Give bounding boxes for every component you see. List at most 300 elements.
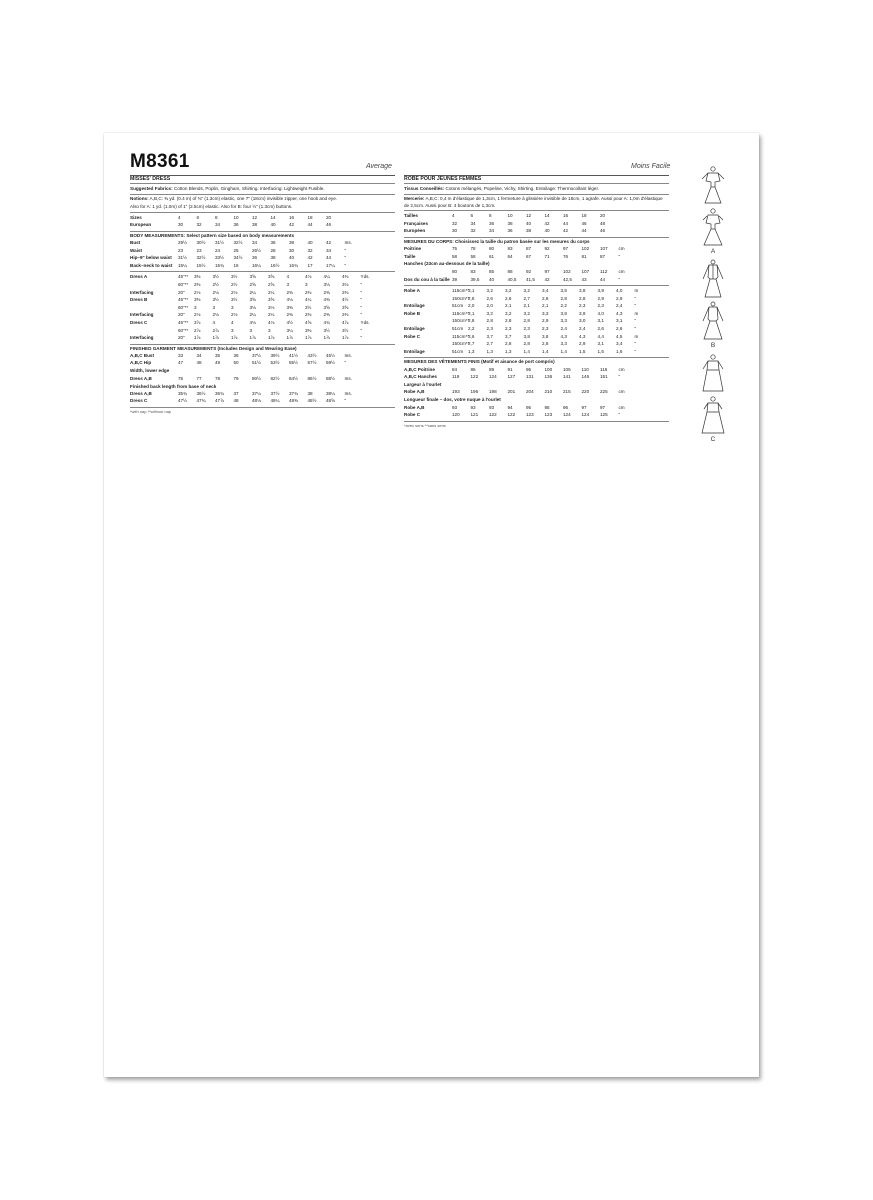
- section-title: ROBE POUR JEUNES FEMMES: [404, 175, 669, 184]
- cell-value: 2,1: [542, 303, 549, 309]
- cell-value: 16: [289, 214, 295, 220]
- row-label: Entoilage: [404, 303, 425, 309]
- english-column: [130, 175, 395, 414]
- cell-value: 1,5: [579, 348, 586, 354]
- cell-value: 40,5: [507, 276, 517, 282]
- cell-value: 151: [600, 374, 608, 380]
- cell-value: 24: [215, 247, 221, 253]
- cell-value: 16: [233, 262, 239, 268]
- cell-value: 35¾: [178, 390, 187, 396]
- row-label: Robe A: [404, 288, 420, 294]
- table-row: [130, 398, 395, 406]
- row-label: Dress A,B: [130, 375, 152, 381]
- cell-value: 3½: [231, 274, 238, 280]
- cell-value: 2,2: [468, 326, 475, 332]
- cell-value: 37: [233, 390, 239, 396]
- notions-paragraph: [130, 196, 395, 202]
- cell-value: 31½: [215, 240, 224, 246]
- cell-value: 3,7: [486, 333, 493, 339]
- row-label: Robe C: [404, 412, 421, 418]
- cell-value: 204: [526, 389, 534, 395]
- cell-value: 2,0: [486, 303, 493, 309]
- cell-value: 40: [289, 255, 295, 261]
- unit-label: ": [618, 253, 621, 259]
- table-row: [404, 310, 669, 318]
- cell-value: 2,6: [597, 326, 604, 332]
- cell-value: 210: [544, 389, 553, 395]
- cell-value: 37½: [270, 390, 280, 396]
- view-thumbnails: [691, 163, 735, 447]
- table-row: [130, 214, 395, 222]
- cell-value: 4: [178, 214, 181, 220]
- cell-value: 122: [507, 412, 516, 418]
- cell-value: 120: [452, 412, 460, 418]
- cell-value: 1⅞: [286, 335, 293, 341]
- divider: [130, 212, 395, 213]
- cell-value: 2,3: [597, 303, 604, 309]
- cell-value: 40: [307, 240, 313, 246]
- cell-value: 75: [178, 375, 184, 381]
- cell-value: 3: [194, 304, 197, 310]
- cell-value: 1,4: [560, 348, 567, 354]
- cell-value: 2,3: [523, 326, 530, 332]
- cell-value: 33½: [215, 255, 224, 261]
- cell-value: 2⅝: [249, 282, 256, 288]
- cell-value: 4⅛: [286, 297, 293, 303]
- cell-value: 122: [489, 412, 497, 418]
- cell-value: 4⅛: [268, 319, 275, 325]
- cell-value: 4⅛: [305, 274, 312, 280]
- cell-value: 84½: [289, 375, 298, 381]
- cell-value: 12: [252, 214, 258, 220]
- unit-label: Ins.: [344, 375, 352, 381]
- cell-value: 84: [452, 366, 458, 372]
- fabric-width: 45"**: [178, 274, 189, 280]
- cell-value: 77: [196, 375, 202, 381]
- table-row: [404, 348, 669, 356]
- section-title: MISSES' DRESS: [130, 175, 395, 184]
- row-label: Interfacing: [130, 335, 154, 341]
- cell-value: 47¾: [196, 398, 206, 404]
- cell-value: 14: [270, 214, 276, 220]
- table-row: [404, 381, 669, 389]
- pattern-code: M8361: [130, 151, 190, 172]
- table-row: [404, 228, 669, 236]
- cell-value: 23: [178, 247, 184, 253]
- cell-value: 61: [489, 253, 495, 259]
- cell-value: 48½: [307, 398, 317, 404]
- cell-value: 2,7: [486, 341, 493, 347]
- cell-value: 42: [289, 222, 295, 228]
- divider: [404, 194, 669, 195]
- cell-value: 57½: [307, 360, 317, 366]
- unit-label: Yds.: [360, 319, 370, 325]
- cell-value: 3,9: [579, 310, 586, 316]
- cell-value: 59½: [326, 360, 335, 366]
- cell-value: 2,3: [542, 326, 549, 332]
- view-b-label: B: [710, 342, 716, 349]
- table-row: [404, 341, 669, 349]
- cell-value: 4¾: [323, 319, 330, 325]
- table-row: [404, 366, 669, 374]
- finished-measurements-heading: FINISHED GARMENT MEASUREMENTS (Includes Design and Wearing Ease): [130, 345, 297, 351]
- cell-value: 4¼: [305, 297, 312, 303]
- fabrics-paragraph: [404, 186, 669, 192]
- cell-value: 2⅜: [286, 312, 293, 318]
- row-label: Hanches (23cm au-dessous de la taille): [404, 261, 490, 267]
- table-row: [130, 335, 395, 343]
- cell-value: 2⅜: [342, 312, 349, 318]
- row-label: European: [130, 222, 152, 228]
- cell-value: 2⅛: [212, 312, 219, 318]
- cell-value: 1,3: [468, 348, 475, 354]
- cell-value: 3,8: [542, 333, 549, 339]
- unit-label: ": [634, 318, 637, 324]
- row-label: Entoilage: [404, 348, 425, 354]
- table-row: [404, 326, 669, 334]
- cell-value: 48: [196, 360, 202, 366]
- cell-value: 2½: [212, 282, 219, 288]
- cell-value: 15¾: [215, 262, 224, 268]
- cell-value: 16¾: [289, 262, 298, 268]
- cell-value: 3⅝: [323, 304, 330, 310]
- cell-value: 48: [600, 220, 606, 226]
- cell-value: 40: [270, 222, 276, 228]
- cell-value: 41,5: [526, 276, 535, 282]
- cell-value: 34: [215, 222, 221, 228]
- cell-value: 18: [581, 213, 587, 219]
- back-length-heading: Finished back length from base of neck: [130, 383, 217, 389]
- unit-label: ": [360, 327, 363, 333]
- unit-label: m: [634, 333, 639, 339]
- unit-label: ": [634, 341, 637, 347]
- cell-value: 48⅝: [326, 398, 335, 404]
- table-row: [404, 303, 669, 311]
- cell-value: 83: [507, 246, 513, 252]
- table-row: [404, 412, 669, 420]
- cell-value: 30: [178, 222, 184, 228]
- row-label: Largeur à l'ourlet: [404, 381, 442, 387]
- cell-value: 58: [452, 253, 458, 259]
- cell-value: 2¼: [249, 289, 256, 295]
- cell-value: 3⅛: [342, 282, 349, 288]
- cell-value: 15¼: [178, 262, 187, 268]
- cell-value: 2⅜: [323, 289, 330, 295]
- body-measurements-heading: BODY MEASUREMENTS: Select pattern size based on body measurements: [130, 232, 295, 238]
- cell-value: 1,5: [597, 348, 604, 354]
- cell-value: 3,3: [560, 318, 567, 324]
- cell-value: 37¾: [289, 390, 298, 396]
- table-row: [404, 333, 669, 341]
- cell-value: 37½: [252, 352, 261, 358]
- cell-value: 4,4: [597, 333, 604, 339]
- view-c-label: C: [710, 436, 716, 443]
- cell-value: 196: [470, 389, 479, 395]
- cell-value: 78: [470, 246, 476, 252]
- notions-label: Notions:: [130, 196, 149, 202]
- cell-value: 30: [289, 247, 295, 253]
- cell-value: 3⅝: [268, 297, 275, 303]
- cell-value: 215: [563, 389, 571, 395]
- table-row: [404, 389, 669, 397]
- fabric-width: 150cm**: [452, 318, 470, 324]
- cell-value: 4½: [286, 319, 293, 325]
- cell-value: 3⅝: [249, 297, 256, 303]
- cell-value: 34: [252, 240, 258, 246]
- cell-value: 2⅛: [231, 312, 238, 318]
- cell-value: 2,8: [560, 295, 567, 301]
- row-label: Dress C: [130, 398, 148, 404]
- cell-value: 35: [215, 352, 221, 358]
- cell-value: 80: [489, 246, 495, 252]
- cell-value: 102: [581, 246, 590, 252]
- cell-value: 2,7: [468, 341, 475, 347]
- cell-value: 93: [452, 404, 458, 410]
- cell-value: 55½: [289, 360, 298, 366]
- divider: [404, 237, 669, 238]
- cell-value: 67: [526, 253, 532, 259]
- cell-value: 20: [326, 214, 332, 220]
- row-label: Robe C: [404, 333, 421, 339]
- row-label: Robe B: [404, 310, 421, 316]
- cell-value: 107: [581, 268, 590, 274]
- difficulty-en: Average: [366, 163, 392, 170]
- cell-value: 47: [178, 360, 184, 366]
- table-row: [130, 390, 395, 398]
- table-row: [404, 253, 669, 261]
- cell-value: 38: [307, 390, 313, 396]
- cell-value: 2⅜: [342, 289, 349, 295]
- cell-value: 3⅛: [249, 304, 256, 310]
- cell-value: 87: [526, 246, 532, 252]
- table-row: [130, 247, 395, 255]
- table-row: [130, 368, 395, 376]
- also-paragraph: Also for A: 1 yd. (1.0m) of 1" (2.5cm) elastic. Also for B: four ½" (1.3cm) buttons.: [130, 204, 293, 210]
- cell-value: 33: [178, 352, 184, 358]
- cell-value: 40: [544, 228, 550, 234]
- unit-label: cm: [618, 389, 625, 395]
- cell-value: 97: [544, 268, 550, 274]
- cell-value: 4½: [342, 297, 349, 303]
- fabric-width: 115cm**: [452, 333, 470, 339]
- row-label: Tailles: [404, 213, 418, 219]
- cell-value: 2,3: [579, 303, 586, 309]
- cell-value: 47⅞: [215, 398, 224, 404]
- unit-label: ": [344, 398, 347, 404]
- cell-value: 46: [600, 228, 606, 234]
- cell-value: 4⅜: [323, 297, 330, 303]
- fabric-width: 60"**: [178, 282, 189, 288]
- cell-value: 48¼: [270, 398, 280, 404]
- cell-value: 2,6: [486, 295, 493, 301]
- row-label: Dos du cou à la taille: [404, 276, 450, 282]
- cell-value: 2⅞: [194, 327, 201, 333]
- cell-value: 2,6: [616, 326, 623, 332]
- cell-value: 4: [212, 319, 216, 325]
- cell-value: 198: [489, 389, 497, 395]
- cell-value: 3½: [323, 327, 330, 333]
- unit-label: ": [634, 295, 637, 301]
- cell-value: 12: [526, 213, 532, 219]
- cell-value: 86: [470, 366, 476, 372]
- divider: [130, 194, 395, 195]
- table-row: [130, 289, 395, 297]
- cell-value: 93: [489, 404, 495, 410]
- cell-value: 3,2: [505, 288, 512, 294]
- cell-value: 1,4: [523, 348, 530, 354]
- cell-value: 51½: [252, 360, 261, 366]
- cell-value: 193: [452, 389, 460, 395]
- cell-value: 31½: [178, 255, 187, 261]
- cell-value: 124: [489, 374, 497, 380]
- table-row: [404, 374, 669, 382]
- cell-value: 3: [286, 282, 290, 288]
- cell-value: 3⅜: [305, 327, 312, 333]
- cell-value: 4: [452, 213, 455, 219]
- cell-value: 20: [600, 213, 606, 219]
- cell-value: 3,4: [616, 341, 623, 347]
- cell-value: 4⅛: [249, 319, 256, 325]
- unit-label: Ins.: [344, 352, 352, 358]
- cell-value: 3,1: [597, 341, 604, 347]
- cell-value: 3,1: [616, 318, 623, 324]
- row-label: Européen: [404, 228, 426, 234]
- cell-value: 38¼: [326, 390, 335, 396]
- cell-value: 3¼: [286, 327, 293, 333]
- cell-value: 3,8: [579, 288, 586, 294]
- cell-value: 34½: [233, 255, 243, 261]
- cell-value: 2,9: [597, 295, 604, 301]
- cell-value: 136: [544, 374, 553, 380]
- cell-value: 3,2: [486, 288, 493, 294]
- cell-value: 46: [581, 220, 587, 226]
- table-row: [404, 213, 669, 221]
- fabric-width: 150cm**: [452, 295, 470, 301]
- table-row: [130, 262, 395, 270]
- pattern-sheet: [104, 133, 759, 1077]
- cell-value: 44: [563, 220, 569, 226]
- cell-value: 2⅜: [323, 312, 330, 318]
- cell-value: 32½: [233, 240, 243, 246]
- cell-value: 17: [307, 262, 313, 268]
- cell-value: 38: [252, 222, 258, 228]
- cell-value: 16¼: [252, 262, 261, 268]
- unit-label: ": [634, 348, 637, 354]
- cell-value: 3,5: [560, 288, 567, 294]
- unit-label: ": [344, 262, 347, 268]
- view-a-label: A: [710, 248, 716, 255]
- cell-value: 2,3: [486, 326, 493, 332]
- cell-value: 2,8: [579, 295, 586, 301]
- table-row: [404, 268, 669, 276]
- cell-value: 146: [581, 374, 590, 380]
- table-row: [404, 261, 669, 269]
- row-label: Dress A: [130, 274, 148, 280]
- table-row: [404, 220, 669, 228]
- cell-value: 2,1: [505, 303, 512, 309]
- dress-c-back-sketch: [691, 395, 735, 435]
- cell-value: 16: [563, 213, 569, 219]
- unit-label: ": [360, 297, 363, 303]
- cell-value: 95: [526, 366, 532, 372]
- cell-value: 2,1: [523, 303, 530, 309]
- cell-value: 42: [544, 220, 550, 226]
- cell-value: 58: [470, 253, 476, 259]
- cell-value: 4,3: [560, 333, 567, 339]
- cell-value: 1⅞: [194, 335, 201, 341]
- cell-value: 3: [249, 327, 253, 333]
- cell-value: 100: [544, 366, 553, 372]
- cell-value: 2,9: [579, 341, 586, 347]
- cell-value: 3⅝: [268, 274, 275, 280]
- cell-value: 1⅞: [323, 335, 330, 341]
- cell-value: 6: [196, 214, 200, 220]
- cell-value: 82½: [270, 375, 280, 381]
- cell-value: 42,5: [563, 276, 572, 282]
- cell-value: 41½: [289, 352, 298, 358]
- cell-value: 2¼: [268, 312, 275, 318]
- cell-value: 49: [215, 360, 221, 366]
- notions-text: A,B,C: ⅜ yd. (0.4 m) of ⅜" (1.3cm) elastic, one 7" (18cm) invisible zipper, one hook and eye.: [149, 196, 338, 202]
- cell-value: 95: [526, 404, 532, 410]
- divider: [404, 421, 669, 422]
- cell-value: 3,4: [542, 288, 549, 294]
- notions-label: Mercerie:: [404, 196, 425, 202]
- row-label: Bust: [130, 240, 141, 246]
- cell-value: 3: [212, 304, 216, 310]
- table-row: [130, 319, 395, 327]
- cell-value: 16½: [270, 262, 280, 268]
- unit-label: ": [618, 412, 621, 418]
- cell-value: 92: [544, 246, 550, 252]
- cell-value: 3,1: [468, 310, 475, 316]
- unit-label: cm: [618, 404, 625, 410]
- fabrics-text: Cotons mélangés, Popeline, Vichy, Shirting. Entoilage: Thermocollant léger.: [445, 186, 600, 192]
- cell-value: 2,9: [542, 318, 549, 324]
- cell-value: 39½: [270, 352, 280, 358]
- row-label: A,B,C Hanches: [404, 374, 437, 380]
- cell-value: 2⅜: [305, 289, 312, 295]
- row-label: Interfacing: [130, 289, 154, 295]
- cell-value: 37¼: [252, 390, 261, 396]
- cell-value: 36: [507, 228, 513, 234]
- row-label: Dress A,B: [130, 390, 152, 396]
- cell-value: 3: [268, 327, 271, 333]
- unit-label: ": [618, 374, 621, 380]
- cell-value: 40: [489, 276, 495, 282]
- cell-value: 79: [233, 375, 239, 381]
- fabric-width: 20": [178, 335, 185, 341]
- cell-value: 3,3: [560, 341, 567, 347]
- table-row: [404, 295, 669, 303]
- fabric-width: 20": [178, 312, 185, 318]
- cell-value: 127: [507, 374, 516, 380]
- unit-label: ": [360, 282, 363, 288]
- cell-value: 32: [196, 222, 202, 228]
- cell-value: 93: [470, 404, 476, 410]
- cell-value: 50: [233, 360, 239, 366]
- cell-value: 2¼: [268, 289, 275, 295]
- fabric-width: 60"**: [178, 327, 189, 333]
- cell-value: 29½: [178, 240, 187, 246]
- cell-value: 2,3: [505, 326, 512, 332]
- cell-value: 2,4: [579, 326, 586, 332]
- fabrics-label: Suggested Fabrics:: [130, 186, 173, 192]
- cell-value: 112: [600, 268, 608, 274]
- cell-value: 38: [270, 255, 276, 261]
- french-column: [404, 175, 669, 428]
- cell-value: 42: [326, 240, 332, 246]
